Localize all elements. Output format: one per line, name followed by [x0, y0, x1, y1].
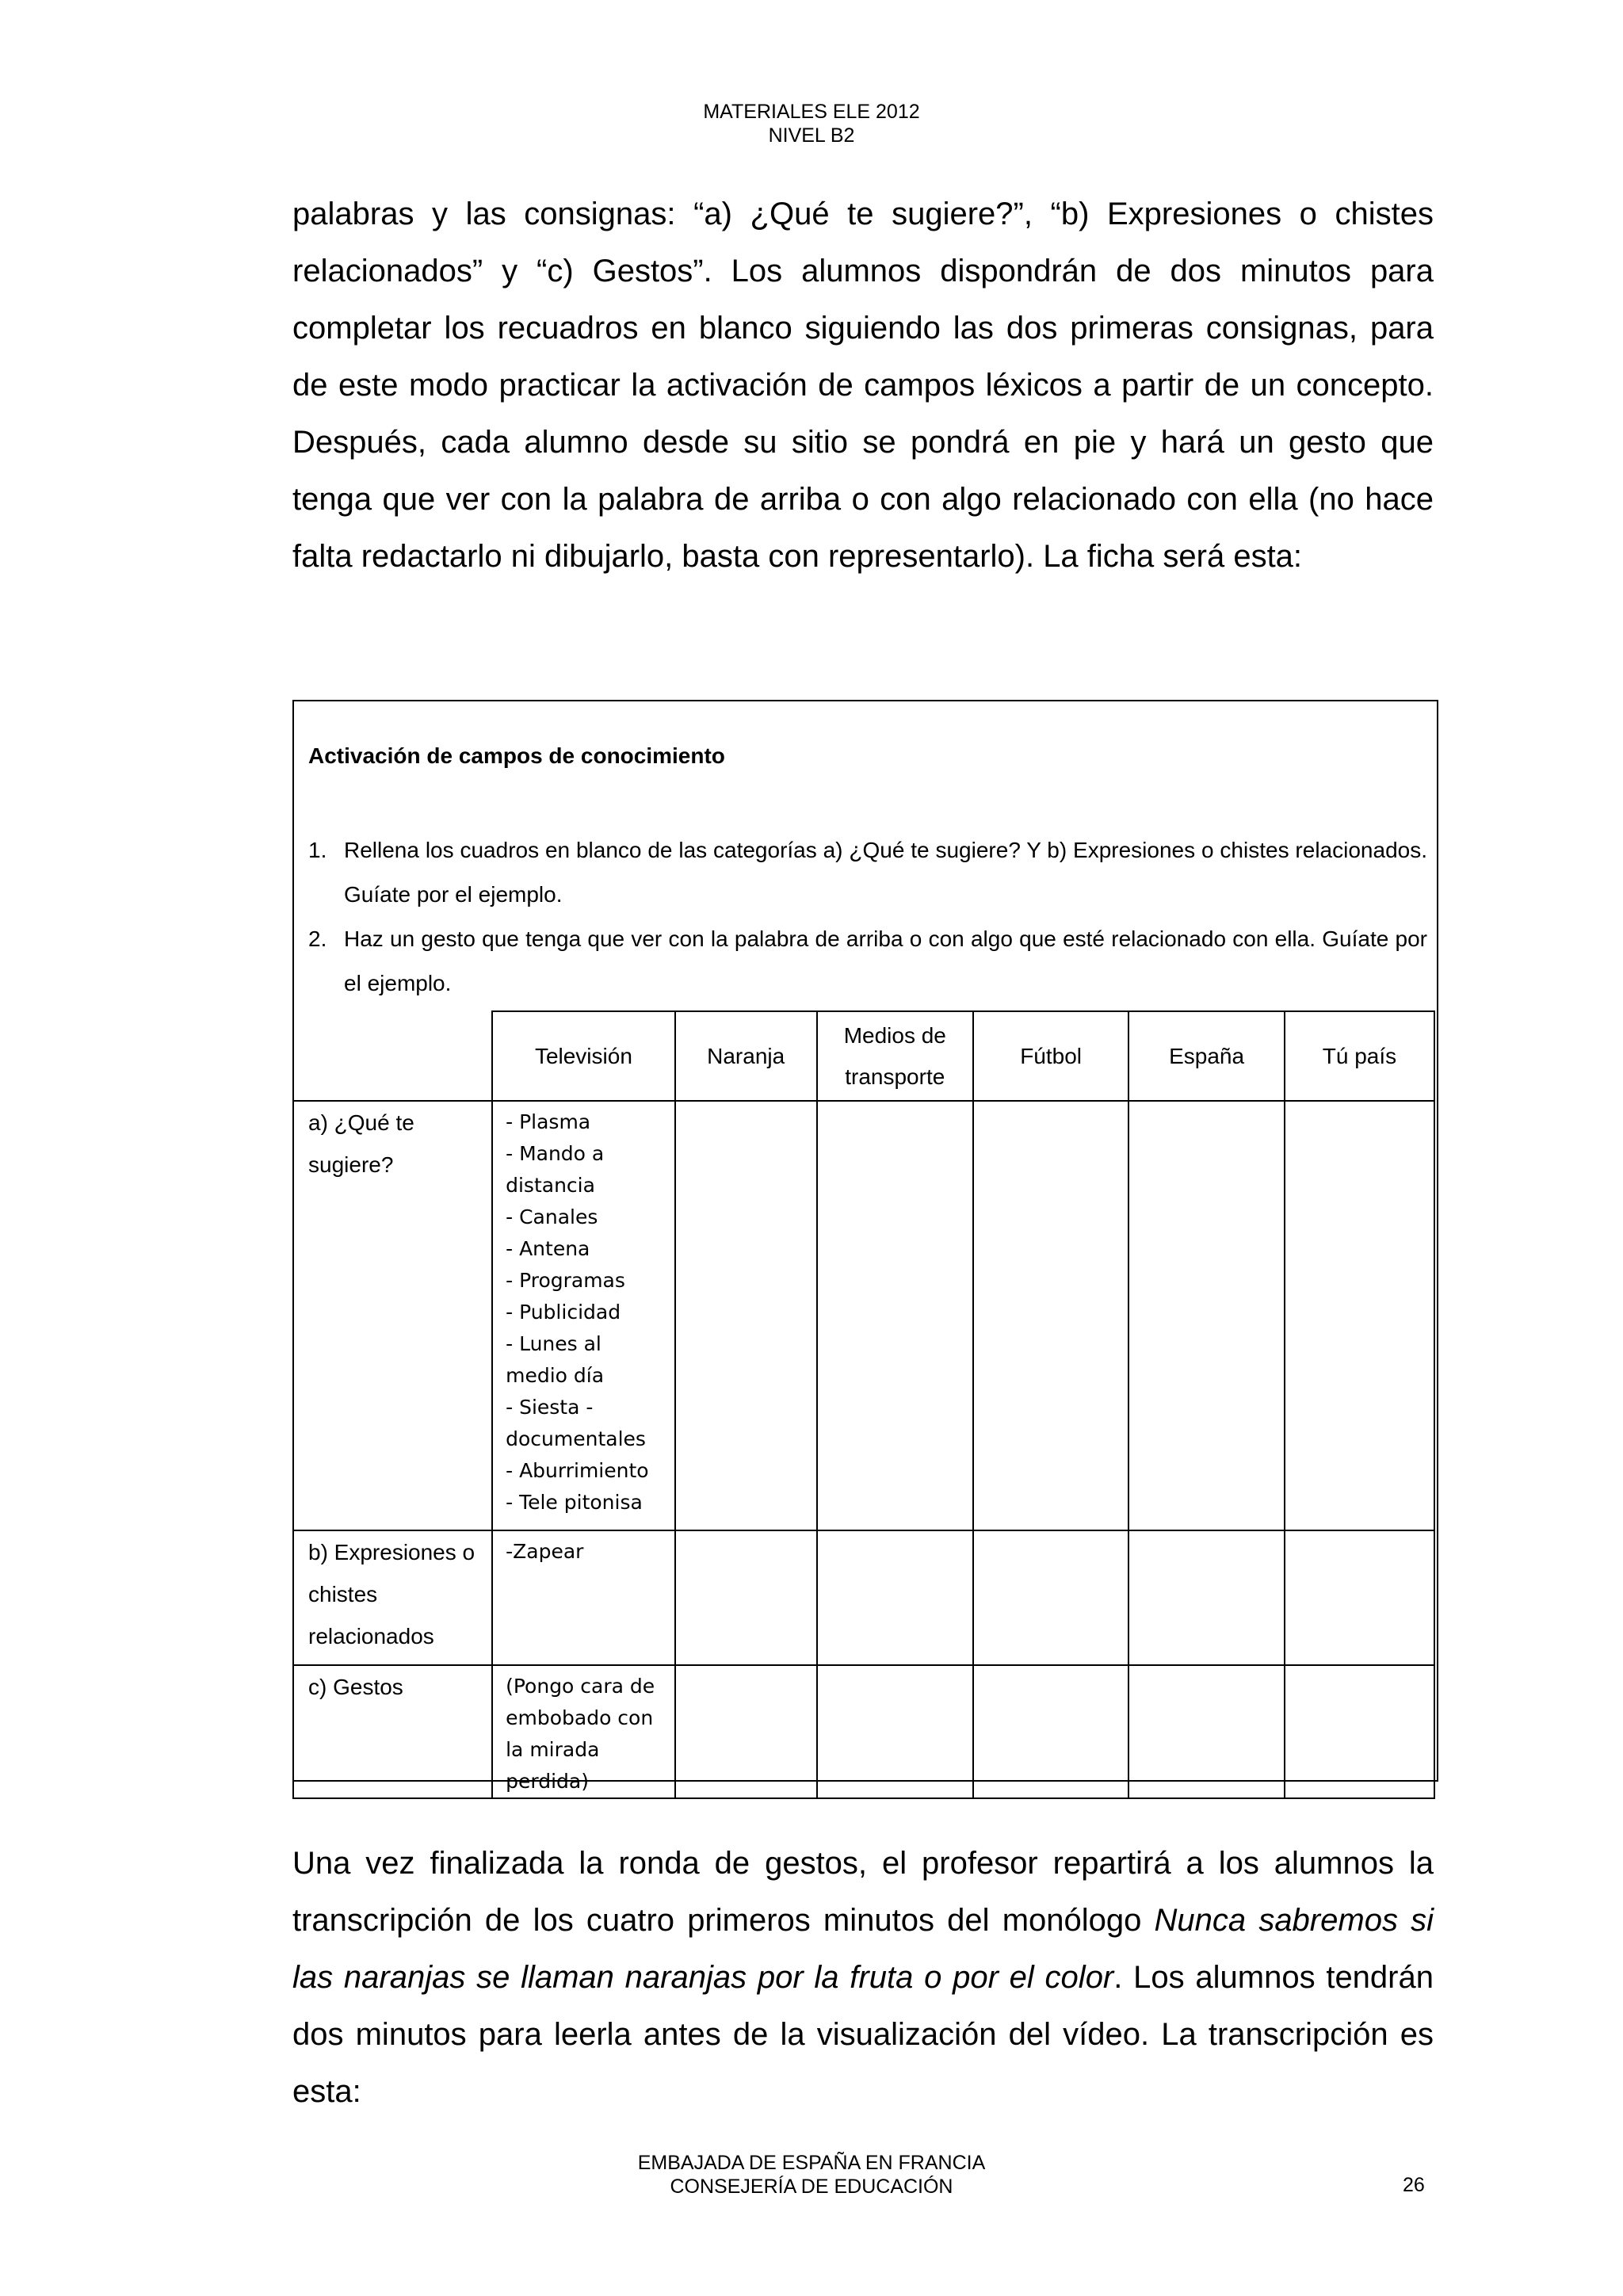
row-label: c) Gestos — [293, 1665, 492, 1798]
example-item: - Mando a distancia — [506, 1142, 605, 1197]
table-row — [293, 1101, 1434, 1530]
blank-cell — [1128, 1530, 1285, 1665]
example-item: - Lunes al medio día — [506, 1332, 605, 1387]
column-header: Fútbol — [973, 1011, 1128, 1101]
blank-cell — [817, 1530, 973, 1665]
blank-cell — [675, 1101, 817, 1530]
intro-paragraph: palabras y las consignas: “a) ¿Qué te sugiere?”, “b) Expresiones o chistes relacionados” y “c) Gestos”. Los alumnos dispondrán de dos minutos para completar los recuadros en blanco siguiendo las dos primeras consignas, para de este modo practicar la activación de campos léxicos a partir de un concepto. Después, cada alumno desde su sitio se pondrá en pie y hará un gesto que tenga que ver con la palabra de arriba o con algo relacionado con ella (no hace falta redactarlo ni dibujarlo, basta con representarlo). La ficha será esta: — [292, 197, 1434, 574]
column-header-text: Medios de transporte — [843, 1022, 946, 1089]
instruction-list — [308, 828, 1427, 1006]
blank-cell — [817, 1665, 973, 1798]
instruction-item — [308, 917, 1427, 1006]
header-title: MATERIALES ELE 2012 — [703, 101, 920, 123]
example-item: - Aburrimiento — [506, 1459, 649, 1482]
example-item: - Canales — [506, 1205, 598, 1228]
worksheet-title: Activación de campos de conocimiento — [308, 743, 725, 768]
instruction-number: 2. — [308, 926, 327, 951]
example-cell — [492, 1530, 675, 1665]
example-item: - Antena — [506, 1237, 590, 1260]
followup-text: Una vez finalizada la ronda de gestos, el profesor repartirá a los alumnos la transcripción de los cuatro primeros minutos del monólogo — [292, 1846, 1434, 1938]
followup-text-end: . Los alumnos tendrán dos minutos para leerla antes de la visualización del vídeo. La transcripción es esta: — [292, 1960, 1434, 2109]
followup-paragraph — [292, 1835, 1434, 2120]
column-header — [817, 1011, 973, 1101]
blank-cell — [675, 1530, 817, 1665]
vocabulary-table — [292, 1010, 1435, 1799]
header-level: NIVEL B2 — [768, 124, 855, 147]
page-header — [0, 100, 1623, 147]
blank-cell — [817, 1101, 973, 1530]
monologue-title: Nunca sabremos si las naranjas se llaman naranjas por la fruta o por el color — [292, 1903, 1434, 1995]
instruction-number: 1. — [308, 838, 327, 862]
worksheet-box — [292, 700, 1438, 1793]
instruction-text: Haz un gesto que tenga que ver con la palabra de arriba o con algo que esté relacionado con ella. Guíate por el ejemplo. — [344, 926, 1427, 995]
table-header-row — [293, 1011, 1434, 1101]
blank-cell — [1128, 1101, 1285, 1530]
example-item: - Plasma — [506, 1110, 591, 1133]
blank-cell — [973, 1101, 1128, 1530]
table-row — [293, 1530, 1434, 1665]
blank-cell — [973, 1530, 1128, 1665]
column-header: Televisión — [492, 1011, 675, 1101]
example-cell — [492, 1101, 675, 1530]
example-item: (Pongo cara de embobado con la mirada perdida) — [506, 1675, 655, 1793]
example-item: - Publicidad — [506, 1301, 621, 1324]
blank-cell — [1285, 1530, 1434, 1665]
blank-cell — [1285, 1665, 1434, 1798]
table-row — [293, 1665, 1434, 1798]
column-header: España — [1128, 1011, 1285, 1101]
row-label: a) ¿Qué te sugiere? — [293, 1101, 492, 1530]
footer-department: CONSEJERÍA DE EDUCACIÓN — [670, 2176, 953, 2198]
column-header: Tú país — [1285, 1011, 1434, 1101]
blank-cell — [1128, 1665, 1285, 1798]
footer-embassy: EMBAJADA DE ESPAÑA EN FRANCIA — [637, 2152, 986, 2174]
example-item: - Tele pitonisa — [506, 1491, 643, 1514]
example-item: - Programas — [506, 1269, 625, 1292]
instruction-text: Rellena los cuadros en blanco de las categorías a) ¿Qué te sugiere? Y b) Expresiones o chistes relacionados. Guíate por el ejemplo. — [344, 838, 1427, 907]
page-number: 26 — [1403, 2174, 1425, 2196]
column-header: Naranja — [675, 1011, 817, 1101]
instruction-item — [308, 828, 1427, 917]
example-cell — [492, 1665, 675, 1798]
example-item: - Siesta - documentales — [506, 1396, 646, 1450]
blank-cell — [973, 1665, 1128, 1798]
table-corner-cell — [293, 1011, 492, 1101]
row-label: b) Expresiones o chistes relacionados — [293, 1530, 492, 1665]
blank-cell — [675, 1665, 817, 1798]
page-footer — [0, 2151, 1623, 2199]
example-item: -Zapear — [506, 1540, 584, 1563]
blank-cell — [1285, 1101, 1434, 1530]
